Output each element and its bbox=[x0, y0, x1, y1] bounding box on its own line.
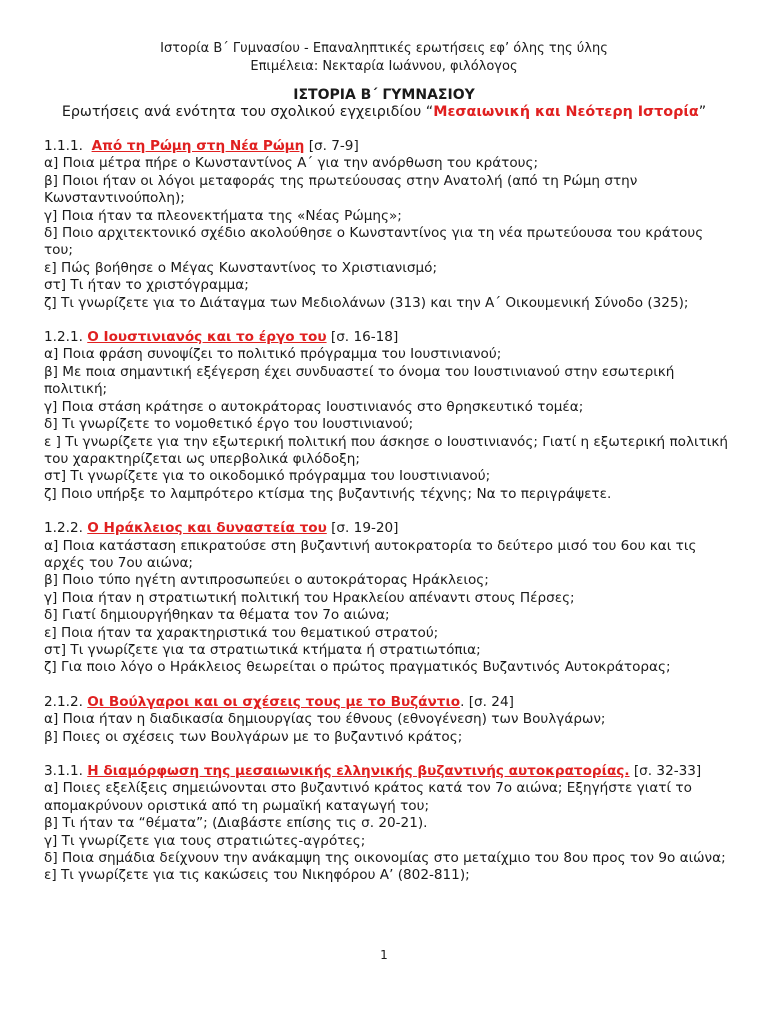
question: γ] Ποια ήταν η στρατιωτική πολιτική του Ηρακλείου απέναντι στους Πέρσες; bbox=[44, 589, 575, 606]
page-header bbox=[40, 40, 728, 76]
question: α] Ποια ήταν η διαδικασία δημιουργίας του έθνους (εθνογένεση) των Βουλγάρων; bbox=[44, 711, 606, 728]
question: γ] Τι γνωρίζετε για τους στρατιώτες-αγρότες; bbox=[44, 832, 366, 849]
section bbox=[44, 138, 730, 312]
subtitle-book-title: Μεσαιωνική και Νεότερη Ιστορία bbox=[433, 104, 699, 120]
section-title-link[interactable]: Ο Ιουστινιανός και το έργο του bbox=[87, 329, 327, 346]
section-title-link[interactable]: Η διαμόρφωση της μεσαιωνικής ελληνικής βυζαντινής αυτοκρατορίας. bbox=[87, 763, 630, 779]
question: β] Ποιες οι σχέσεις των Βουλγάρων με το βυζαντινό κράτος; bbox=[44, 728, 463, 745]
question: β] Με ποια σημαντική εξέγερση έχει συνδυαστεί το όνομα του Ιουστινιανού στην εσωτερική πολιτική; bbox=[44, 363, 675, 398]
page-number: 1 bbox=[380, 948, 388, 962]
section-pages: [σ. 16-18] bbox=[330, 329, 399, 346]
section-spacer bbox=[44, 503, 730, 520]
question: α] Ποια κατάσταση επικρατούσε στη βυζαντινή αυτοκρατορία το δεύτερο μισό του 6ου και τις αρχές του 7ου αιώνα; bbox=[44, 537, 697, 571]
section bbox=[44, 763, 730, 885]
section bbox=[44, 694, 730, 746]
question: β] Τι ήταν τα “θέματα”; (Διαβάστε επίσης τις σ. 20-21). bbox=[44, 815, 428, 832]
question: ζ] Τι γνωρίζετε για το Διάταγμα των Μεδιολάνων (313) και την Α΄ Οικουμενική Σύνοδο (325); bbox=[44, 294, 689, 311]
question: δ] Ποια σημάδια δείχνουν την ανάκαμψη της οικονομίας στο μεταίχμιο του 8ου προς τον 9ο αιώνα; bbox=[44, 850, 726, 867]
section-spacer bbox=[44, 746, 730, 763]
section-number: 1.2.2. bbox=[44, 520, 83, 537]
section-heading bbox=[44, 520, 730, 537]
question: δ] Τι γνωρίζετε το νομοθετικό έργο του Ιουστινιανού; bbox=[44, 416, 414, 433]
question: ε] Τι γνωρίζετε για τις κακώσεις του Νικηφόρου Α’ (802-811); bbox=[44, 867, 470, 884]
section-pages: . [σ. 24] bbox=[460, 693, 514, 710]
question: γ] Ποια ήταν τα πλεονεκτήματα της «Νέας Ρώμης»; bbox=[44, 207, 402, 224]
question: στ] Τι γνωρίζετε για τα στρατιωτικά κτήματα ή στρατιωτόπια; bbox=[44, 641, 481, 658]
section-number: 1.1.1. bbox=[44, 138, 83, 154]
subtitle-suffix: ” bbox=[698, 104, 707, 120]
document-subtitle bbox=[40, 104, 728, 121]
question: δ] Γιατί δημιουργήθηκαν τα θέματα τον 7ο αιώνα; bbox=[44, 607, 390, 624]
question: ζ] Ποιο υπήρξε το λαμπρότερο κτίσμα της βυζαντινής τέχνης; Να το περιγράψετε. bbox=[44, 485, 612, 502]
question: ε] Πώς βοήθησε ο Μέγας Κωνσταντίνος το Χριστιανισμό; bbox=[44, 259, 438, 276]
section bbox=[44, 329, 730, 503]
section-heading bbox=[44, 763, 730, 780]
section-heading bbox=[44, 694, 730, 711]
section-number: 2.1.2. bbox=[44, 693, 83, 710]
header-line-1: Ιστορία Β΄ Γυμνασίου - Επαναληπτικές ερωτήσεις εφ’ όλης της ύλης bbox=[160, 41, 608, 56]
questions-content bbox=[44, 138, 730, 885]
question: β] Ποιο τύπο ηγέτη αντιπροσωπεύει ο αυτοκράτορας Ηράκλειος; bbox=[44, 572, 489, 589]
question: δ] Ποιο αρχιτεκτονικό σχέδιο ακολούθησε ο Κωνσταντίνος για τη νέα πρωτεύουσα του κράτους του; bbox=[44, 225, 704, 259]
section-pages: [σ. 19-20] bbox=[331, 520, 399, 537]
title-block bbox=[40, 87, 728, 121]
question: β] Ποιοι ήταν οι λόγοι μεταφοράς της πρωτεύουσας στην Ανατολή (από τη Ρώμη στην Κωνσταντινούπολη); bbox=[44, 172, 638, 207]
section-title-link[interactable]: Ο Ηράκλειος και δυναστεία του bbox=[87, 520, 327, 537]
section bbox=[44, 520, 730, 677]
section-number: 3.1.1. bbox=[44, 763, 83, 779]
subtitle-prefix: Ερωτήσεις ανά ενότητα του σχολικού εγχειριδίου “ bbox=[61, 104, 434, 120]
section-title-link[interactable]: Οι Βούλγαροι και οι σχέσεις τους με το Βυζάντιο bbox=[87, 693, 461, 710]
question: γ] Ποια στάση κράτησε ο αυτοκράτορας Ιουστινιανός στο θρησκευτικό τομέα; bbox=[44, 398, 584, 415]
question: ε] Ποια ήταν τα χαρακτηριστικά του θεματικού στρατού; bbox=[44, 624, 439, 641]
section-spacer bbox=[44, 677, 730, 694]
header-line-2: Επιμέλεια: Νεκταρία Ιωάννου, φιλόλογος bbox=[250, 59, 518, 74]
document-title: ΙΣΤΟΡΙΑ Β΄ ΓΥΜΝΑΣΙΟΥ bbox=[293, 87, 475, 103]
question: ε ] Τι γνωρίζετε για την εξωτερική πολιτική που άσκησε ο Ιουστινιανός; Γιατί η εξωτερική πολιτική του χαρακτηρίζεται ως υπερβολικά φιλόδοξη; bbox=[44, 433, 729, 467]
section-pages: [σ. 32-33] bbox=[633, 763, 702, 779]
question: ζ] Για ποιο λόγο ο Ηράκλειος θεωρείται ο πρώτος πραγματικός Βυζαντινός Αυτοκράτορας; bbox=[44, 659, 671, 676]
question: α] Ποιες εξελίξεις σημειώνονται στο βυζαντινό κράτος κατά τον 7ο αιώνα; Εξηγήστε γιατί το απομακρύνουν οριστικά από τη ρωμαϊκή καταγωγή του; bbox=[44, 780, 692, 814]
question: α] Ποια φράση συνοψίζει το πολιτικό πρόγραμμα του Ιουστινιανού; bbox=[44, 346, 502, 363]
section-pages: [σ. 7-9] bbox=[308, 138, 359, 154]
section-spacer bbox=[44, 312, 730, 329]
question: α] Ποια μέτρα πήρε ο Κωνσταντίνος Α΄ για την ανόρθωση του κράτους; bbox=[44, 155, 539, 172]
section-heading bbox=[44, 138, 730, 155]
question: στ] Τι ήταν το χριστόγραμμα; bbox=[44, 277, 249, 294]
section-number: 1.2.1. bbox=[44, 329, 83, 346]
section-heading bbox=[44, 329, 730, 346]
section-title-link[interactable]: Από τη Ρώμη στη Νέα Ρώμη bbox=[91, 138, 305, 154]
question: στ] Τι γνωρίζετε για το οικοδομικό πρόγραμμα του Ιουστινιανού; bbox=[44, 468, 491, 485]
